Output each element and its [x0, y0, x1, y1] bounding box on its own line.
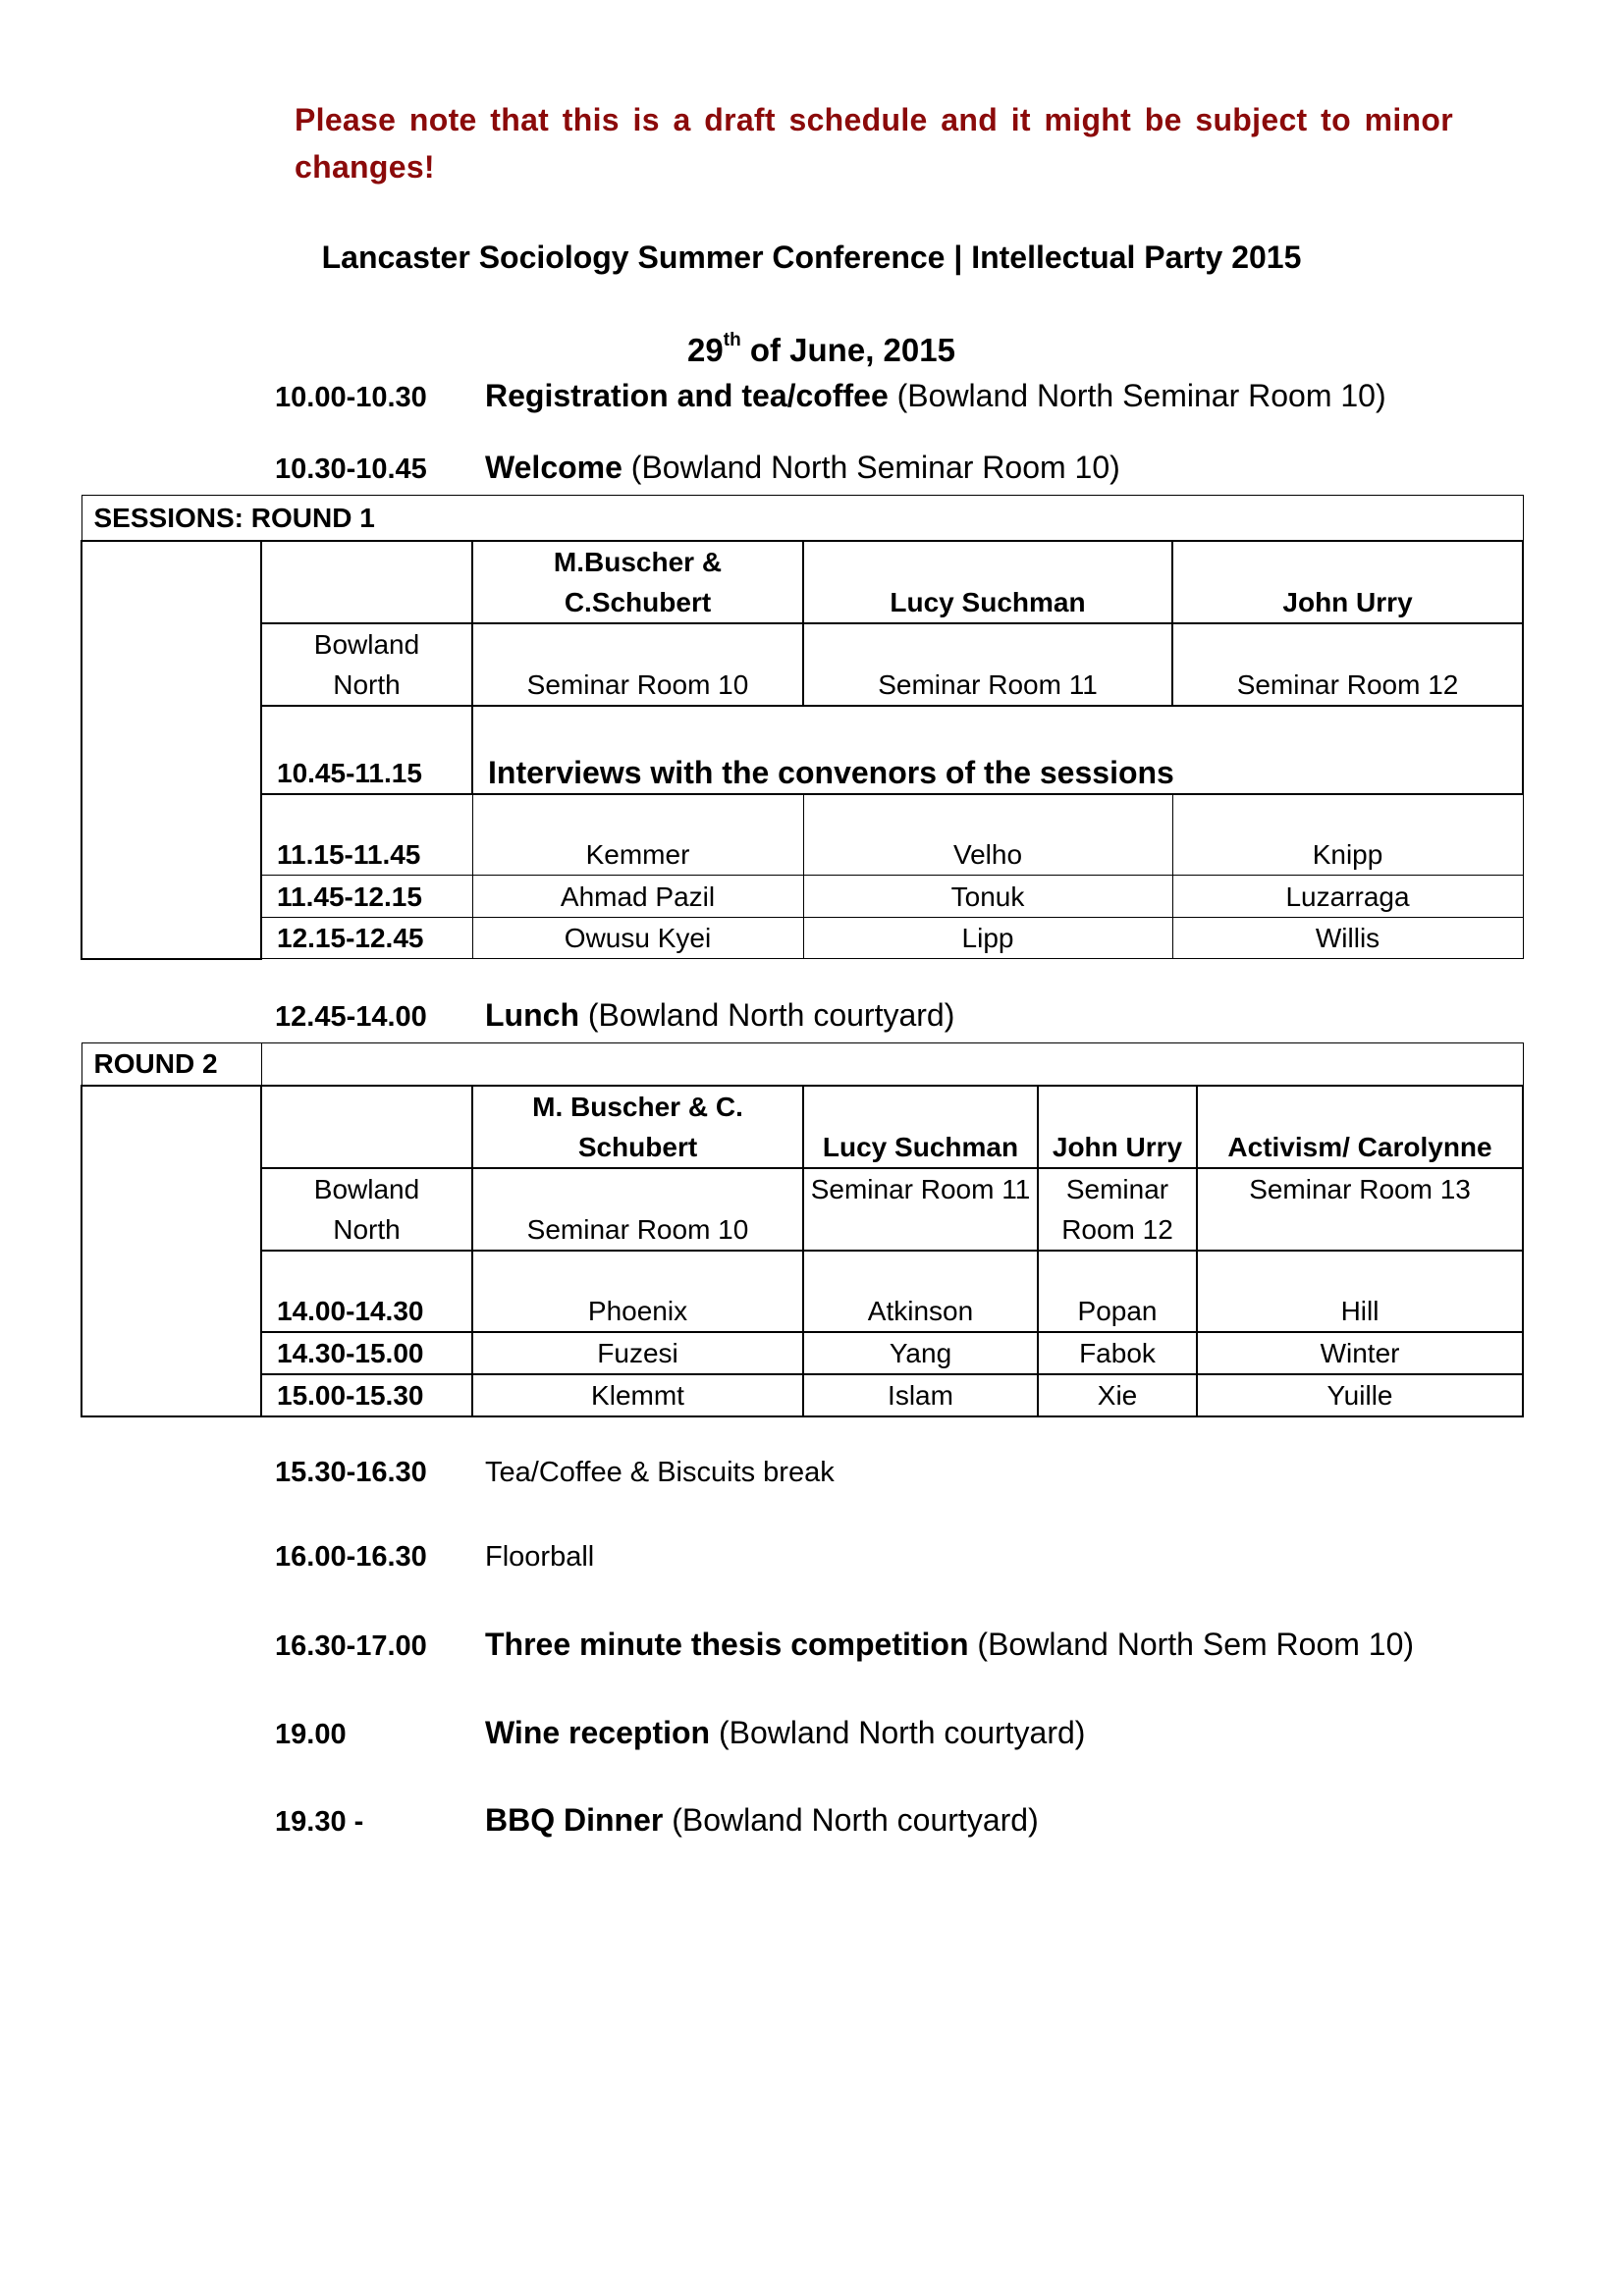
presenter: Atkinson	[803, 1251, 1038, 1332]
convenor-header: Lucy Suchman	[803, 1086, 1038, 1168]
schedule-item	[275, 1457, 835, 1489]
schedule-item	[275, 378, 1386, 414]
empty-cell	[261, 1043, 1523, 1086]
conference-title: Lancaster Sociology Summer Conference | Intellectual Party 2015	[321, 240, 1302, 275]
room-label: Seminar Room 13	[1197, 1168, 1523, 1251]
schedule-item	[275, 450, 1120, 486]
round2-table	[81, 1042, 1524, 1417]
convenor-header: John Urry	[1038, 1086, 1197, 1168]
item-time: 15.30-16.30	[275, 1457, 427, 1488]
slot-time: 12.15-12.45	[261, 918, 472, 959]
presenter: Ahmad Pazil	[472, 876, 803, 918]
presenter: Yang	[803, 1332, 1038, 1374]
slot-time: 11.15-11.45	[261, 794, 472, 876]
building-label	[261, 623, 472, 706]
room-label: Seminar Room 11	[803, 1168, 1038, 1251]
item-location: (Bowland North Sem Room 10)	[968, 1627, 1415, 1662]
date-rest: of June, 2015	[740, 332, 955, 368]
round1-header: SESSIONS: ROUND 1	[81, 496, 1523, 541]
item-location: (Bowland North courtyard)	[710, 1715, 1086, 1750]
convenor-header: John Urry	[1172, 541, 1523, 623]
item-location: (Bowland North courtyard)	[578, 997, 955, 1033]
item-time: 16.30-17.00	[275, 1630, 427, 1662]
presenter: Owusu Kyei	[472, 918, 803, 959]
round1-table	[81, 495, 1524, 960]
item-title: Lunch	[485, 997, 579, 1033]
room-label: Seminar Room 10	[472, 1168, 803, 1251]
item-title: Wine reception	[485, 1715, 711, 1750]
convenor-header: M.Buscher & C.Schubert	[472, 541, 803, 623]
empty-cell	[261, 541, 472, 623]
building-line: Bowland	[313, 1173, 420, 1204]
presenter: Velho	[803, 794, 1172, 876]
presenter: Fabok	[1038, 1332, 1197, 1374]
item-title: BBQ Dinner	[485, 1802, 664, 1838]
schedule-item	[275, 1541, 594, 1574]
presenter: Yuille	[1197, 1374, 1523, 1416]
item-location: Floorball	[485, 1541, 595, 1573]
room-label: Seminar Room 11	[803, 623, 1172, 706]
convenor-header: Lucy Suchman	[803, 541, 1172, 623]
schedule-item	[275, 1627, 1414, 1663]
room-label: Seminar Room 12	[1038, 1168, 1197, 1251]
item-location: Tea/Coffee & Biscuits break	[485, 1457, 835, 1488]
presenter: Luzarraga	[1172, 876, 1523, 918]
slot-time: 14.00-14.30	[261, 1251, 472, 1332]
item-location: (Bowland North Seminar Room 10)	[888, 378, 1386, 413]
convenor-header: M. Buscher & C. Schubert	[472, 1086, 803, 1168]
empty-cell	[261, 1086, 472, 1168]
building-line: North	[333, 1213, 401, 1245]
presenter: Winter	[1197, 1332, 1523, 1374]
building-line: North	[333, 668, 401, 700]
presenter: Phoenix	[472, 1251, 803, 1332]
round2-header: ROUND 2	[81, 1043, 261, 1086]
presenter: Lipp	[803, 918, 1172, 959]
date-day: 29	[687, 332, 724, 368]
draft-notice: Please note that this is a draft schedule and it might be subject to minor changes!	[295, 102, 1453, 185]
item-location: (Bowland North courtyard)	[663, 1802, 1039, 1838]
presenter: Xie	[1038, 1374, 1197, 1416]
round1-side-cell	[81, 541, 261, 959]
presenter: Kemmer	[472, 794, 803, 876]
presenter: Islam	[803, 1374, 1038, 1416]
building-label	[261, 1168, 472, 1251]
item-time: 12.45-14.00	[275, 1001, 427, 1033]
schedule-item	[275, 1715, 1085, 1751]
room-label: Seminar Room 12	[1172, 623, 1523, 706]
presenter: Popan	[1038, 1251, 1197, 1332]
convenor-header: Activism/ Carolynne	[1197, 1086, 1523, 1168]
slot-time: 11.45-12.15	[261, 876, 472, 918]
item-time: 19.30 -	[275, 1806, 364, 1838]
presenter: Klemmt	[472, 1374, 803, 1416]
presenter: Hill	[1197, 1251, 1523, 1332]
room-label: Seminar Room 10	[472, 623, 803, 706]
presenter: Tonuk	[803, 876, 1172, 918]
item-time: 19.00	[275, 1719, 347, 1750]
slot-time: 14.30-15.00	[261, 1332, 472, 1374]
item-title: Registration and tea/coffee	[485, 378, 889, 413]
schedule-item	[275, 1802, 1039, 1839]
date-suffix: th	[723, 330, 741, 350]
building-line: Bowland	[313, 628, 420, 660]
slot-time: 10.45-11.15	[261, 706, 472, 794]
round2-side-cell	[81, 1086, 261, 1416]
item-time: 10.00-10.30	[275, 382, 427, 413]
item-time: 10.30-10.45	[275, 454, 427, 485]
presenter: Willis	[1172, 918, 1523, 959]
item-title: Welcome	[485, 450, 622, 485]
slot-time: 15.00-15.30	[261, 1374, 472, 1416]
item-title: Three minute thesis competition	[485, 1627, 969, 1662]
schedule-item-lunch	[275, 997, 954, 1034]
item-location: (Bowland North Seminar Room 10)	[622, 450, 1120, 485]
schedule-date	[0, 332, 1623, 369]
interview-session: Interviews with the convenors of the sessions	[472, 706, 1523, 794]
presenter: Fuzesi	[472, 1332, 803, 1374]
item-time: 16.00-16.30	[275, 1541, 427, 1573]
presenter: Knipp	[1172, 794, 1523, 876]
